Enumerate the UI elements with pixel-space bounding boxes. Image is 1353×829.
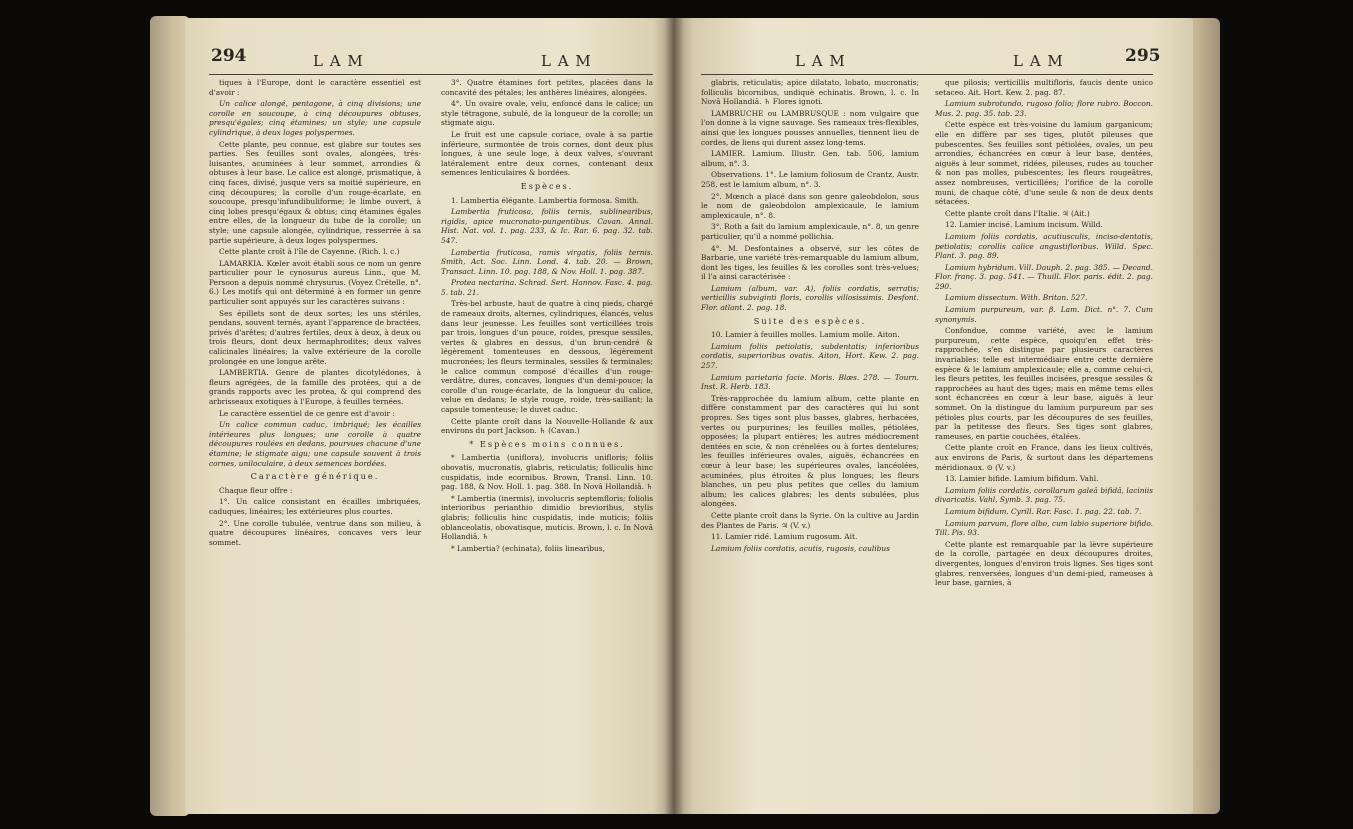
text-paragraph: Lamium purpureum, var. β. Lam. Dict. n°. 7. Cum synonymis. [935,305,1153,324]
text-paragraph: Cette plante croît dans l'Italie. ♃ (Ait.) [945,208,1090,218]
text-paragraph: 2°. Une corolle tubulée, ventrue dans son milieu, à quatre découpures linéaires, concaves vers leur sommet. [209,518,421,547]
running-header: L A M [1013,52,1064,70]
text-paragraph: Lamium parvum, flore albo, cum labio superiore bifido. Till. Pis. 93. [935,518,1153,538]
left-page-edges [150,16,190,816]
text-paragraph: Un calice commun caduc, imbriqué; les écailles intérieures plus longues; une corolle à quatre découpures roulées en dedans, pourvues chacune d'une étamine; le stigmate aigu; une capsule souvent à trois cornes, uniloculaire, à deux semences bordées. [209,420,421,468]
text-paragraph: 1°. Un calice consistant en écailles imbriquées, caduques, linéaires; les extérieures plus courtes. [209,497,421,516]
text-column [441,78,653,804]
text-paragraph: Caractère générique. [250,471,380,482]
text-paragraph: LAMIER. Lamium. Illustr. Gen. tab. 506, lamium album, n°. 3. [701,149,919,168]
text-paragraph: 2°. Mœnch a placé dans son genre galeobdolon, sous le nom de galeobdolon amplexicaule, le lamium amplexicaule, n°. 8. [701,191,919,220]
text-paragraph: Lamium foliis cordatis, acutis, rugosis, caulibus [711,543,890,553]
text-paragraph: 3°. Quatre étamines fort petites, placées dans la concavité des pétales; les anthères linéaires, alongées. [441,78,653,97]
header-rule [209,74,653,75]
text-paragraph: LAMARKIA. Kœler avoit établi sous ce nom un genre particulier pour le cynosurus aureus Linn., que M. Persoon a depuis nommé chrysurus. (Voyez Crételle, n°. 6.) Les motifs qui ont déterminé à en former un genre particulier sont appuyés sur les caractères suivans : [209,258,421,307]
text-paragraph: 13. Lamier bifide. Lamium bifidum. Vahl. [945,474,1099,484]
text-paragraph: 4°. M. Desfontaines a observé, sur les côtes de Barbarie, une variété très-remarquable du lamium album, dont les tiges, les feuilles & les corolles sont très-velues; il l'a ainsi caractérisée : [701,243,919,282]
text-paragraph: Protea nectarina. Schrad. Sert. Hannov. Fasc. 4. pag. 5. tab. 21. [441,278,653,297]
running-header: L A M [313,52,364,70]
running-header: L A M [795,52,846,70]
text-paragraph: LAMBERTIA. Genre de plantes dicotylédones, à fleurs agrégées, de la famille des protées, qui a de grands rapports avec les protea, & qui comprend des arbrisseaux exotiques à l'Europe, à feuilles ternées. [209,368,421,406]
page-number: 294 [211,46,247,66]
text-paragraph: Lamium foliis cordatis, corollarum galeâ bifidâ, laciniis divaricatis. Vahl, Symb. 3. pag. 75. [935,485,1153,505]
text-paragraph: * Lambertia (uniflora), involucris unifloris; foliis obovatis, mucronatis, glabris, reticulatis; folliculis hinc cuspidatis, inde ecornibus. Brown, Transl. Linn. 10. pag. 188, & Nov. Holl. 1. pag. 388. In Novâ Hollandiâ. ♄ [441,453,653,492]
text-paragraph: Très-rapprochée du lamium album, cette plante en diffère constamment par des caractères qui lui sont propres. Ses tiges sont plus basses, glabres, herbacées, vertes ou purpurines; les feuilles molles, pétiolées, opposées; la plupart entières; les autres médiocrement dentées en scie, & non crénelées ou à fortes dentelures; les feuilles inférieures ovales, aiguës, échancrées en cœur à leur base; les supérieures ovales, lancéolées, acuminées, plus étroites & plus longues; les fleurs blanches, un peu plus petites que celles du lamium album; les calices glabres; les dents subulées, plus alongées. [701,393,919,509]
text-paragraph: tiques à l'Europe, dont le caractère essentiel est d'avoir : [209,78,421,97]
text-paragraph: Cette plante croît dans la Nouvelle-Hollande & aux environs du port Jackson. ♄ (Cavan.) [441,416,653,436]
text-paragraph: Lamium bifidum. Cyrill. Rar. Fasc. 1. pag. 22. tab. 7. [945,506,1142,516]
text-paragraph: Cette plante, peu connue, est glabre sur toutes ses parties. Ses feuilles sont ovales, alongées, très-luisantes, acuminées à leur sommet, arrondies & obtuses à leur base. Le calice est alongé, prismatique, à cinq faces, divisé, jusque vers sa moitié supérieure, en cinq découpures; la corolle d'un rouge-écarlate, en soucoupe, presqu'infundibuliforme; le limbe ouvert, à cinq lobes presqu'égaux & obtus; cinq étamines égales entre elles, de la longueur du tube de la corolle; un style; une capsule alongée, cylindrique, resserrée à sa partie supérieure, à deux loges polyspermes. [209,139,421,245]
text-paragraph: 4°. Un ovaire ovale, velu, enfoncé dans le calice; un style tétragone, subulé, de la longueur de la corolle; un stigmate aigu. [441,99,653,128]
text-paragraph: Cette plante croît à l'île de Cayenne. (Rich. l. c.) [219,247,400,257]
text-paragraph: Chaque fleur offre : [219,485,293,495]
text-paragraph: Lambertia fruticosa, foliis ternis, sublinearibus, rigidis, apice mucronato-pungentibus. Cavan. Annal. Hist. Nat. vol. 1. pag. 233, & Ic. Rar. 6. pag. 32. tab. 547. [441,207,653,245]
text-paragraph: 3°. Roth a fait du lamium amplexicaule, n°. 8, un genre particulier, qu'il a nommé pollichia. [701,222,919,241]
right-page [673,18,1193,814]
text-paragraph: Cette plante croît en France, dans les lieux cultivés, aux environs de Paris, & surtout dans les départemens méridionaux. ⊙ (V. v.) [935,443,1153,472]
text-paragraph: Confondue, comme variété, avec le lamium purpureum, cette espèce, quoiqu'en effet très-rapprochée, s'en distingue par plusieurs caractères invariables: telle est intermédiaire entre cette dernière espèce & le lamium amplexicaule; elle a, comme celui-ci, les fleurs petites, les feuilles incisées, presque sessiles & rapprochées au haut des tiges; mais en même tems elles sont échancrées en cœur à leur base, aiguës à leur sommet. On la distingue du lamium purpureum par ses pétioles plus courts, par les découpures de ses feuilles, par la petitesse des fleurs. Ses tiges sont glabres, rameuses, en partie couchées, étalées. [935,326,1153,441]
text-column [701,78,919,804]
text-paragraph: 12. Lamier incisé. Lamium incisum. Willd. [945,220,1103,230]
text-paragraph: Le fruit est une capsule coriace, ovale à sa partie inférieure, surmontée de trois cornes, dont deux plus longues, à une seule loge, à deux valves, s'ouvrant latéralement entre deux cornes, contenant deux semences lenticulaires & bordées. [441,129,653,178]
text-paragraph: LAMBRUCHE ou LAMBRUSQUE : nom vulgaire que l'on donne à la vigne sauvage. Ses rameaux très-flexibles, ainsi que les longues pousses annuelles, tiennent lieu de cordes, de liens qui durent assez long-tems. [701,108,919,147]
text-paragraph: Lamium subrotundo, rugoso folio; flore rubro. Boccon. Mus. 2. pag. 35. tab. 23. [935,99,1153,118]
text-column [209,78,421,804]
running-header: L A M [541,52,592,70]
text-paragraph: 10. Lamier à feuilles molles. Lamium molle. Aiton. [711,330,900,340]
text-paragraph: Cette plante est remarquable par la lèvre supérieure de la corolle, partagée en deux découpures droites, divergentes, longues d'environ trois lignes. Ses tiges sont glabres, renversées, longues d'un demi-pied, rameuses à leur base, garnies, à [935,539,1153,588]
text-paragraph: * Espèces moins connues. [469,438,625,449]
text-paragraph: Espèces. [520,180,574,191]
text-paragraph: Lamium foliis petiolatis, subdentatis; inferioribus cordatis, superioribus ovatis. Aiton, Hort. Kew. 2. pag. 257. [701,341,919,371]
text-paragraph: Lamium (album, var. A), foliis cordatis, serratis; verticillis subviginti floris, corollis villosissimis. Desfont. Flor. atlant. 2. pag. 18. [701,283,919,313]
text-paragraph: Cette espèce est très-voisine du lamium garganicum; elle en diffère par ses tiges, plutôt pileuses que pubescentes. Ses feuilles sont pétiolées, ovales, un peu arrondies, échancrées en cœur à leur base, dentées, aiguës à leur sommet, ridées, pileuses, rudes au toucher & non pas molles, pubescentes; les fleurs rougeâtres, assez nombreuses, verticillées; l'orifice de la corolle muni, de chaque côté, d'une seule & non de deux dents sétacées. [935,120,1153,207]
text-paragraph: 11. Lamier ridé. Lamium rugosum. Ait. [711,532,858,542]
text-paragraph: Lamium foliis cordatis, acutiusculis, inciso-dentatis, petiolatis; corollis calice angustifloribus. Willd. Spec. Plant. 3. pag. 89. [935,231,1153,261]
text-column [935,78,1153,804]
text-paragraph: Lamium hybridum. Vill. Dauph. 2. pag. 385. — Decand. Flor. franç. 3. pag. 541. — Thuill. Flor. paris. édit. 2. pag. 290. [935,262,1153,291]
book-gutter [664,18,684,814]
text-paragraph: Un calice alongé, pentagone, à cinq divisions; une corolle en soucoupe, à cinq découpures obtuses, presqu'égales; cinq étamines; un style; une capsule cylindrique, à deux loges polyspermes. [209,99,421,137]
text-paragraph: Très-bel arbuste, haut de quatre à cinq pieds, chargé de rameaux droits, alternes, cylindriques, élancés, velus dans leur jeunesse. Les feuilles sont verticillées trois par trois, longues d'un pouce, roides, presque sessiles, vertes & glabres en dessus, d'un brun-cendré & légèrement tomenteuses en dessous, légèrement mucronées; les fleurs terminales, sessiles & terminales; le calice commun composé d'écailles d'un rouge-verdâtre, dures, concaves, longues d'un demi-pouce; la corolle d'un rouge-écarlate, de la longueur du calice, velue en dedans; le style rouge, roide, très-saillant; la capsule tomenteuse; le duvet caduc. [441,299,653,414]
text-paragraph: Cette plante croît dans la Syrie. On la cultive au Jardin des Plantes de Paris. ♃ (V. v.) [701,510,919,530]
text-paragraph: Lamium dissectum. With. Britan. 527. [945,293,1088,303]
page-number: 295 [1125,46,1161,66]
text-paragraph: Suite des espèces. [753,315,867,326]
text-paragraph: Lambertia fruticosa, ramis virgatis, foliis ternis. Smith, Act. Soc. Linn. Lond. 4. tab. 20. — Brown, Transact. Linn. 10. pag. 188, & Nov. Holl. 1. pag. 387. [441,247,653,276]
text-paragraph: Le caractère essentiel de ce genre est d'avoir : [219,408,395,418]
text-paragraph: glabris, reticulatis; apice dilatato, lobato, mucronatis; folliculis bicornibus, undiquè echinatis. Brown, l. c. In Novâ Hollandiâ. ♄ Flores ignoti. [701,78,919,107]
text-paragraph: Ses épillets sont de deux sortes; les uns stériles, pendans, souvent ternés, ayant l'apparence de bractées, privés d'arêtes; d'autres fertiles, deux à deux, à deux ou trois fleurs, dont deux hermaphrodites; deux valves calicinales linéaires; la valve extérieure de la corolle prolongée en une longue arête. [209,308,421,366]
text-paragraph: * Lambertia? (echinata), foliis linearibus, [451,543,605,553]
text-paragraph: Observations. 1°. Le lamium foliosum de Crantz, Austr. 258, est le lamium album, n°. 3. [701,170,919,189]
text-paragraph: 1. Lambertia élégante. Lambertia formosa. Smith. [451,195,640,205]
text-paragraph: que pilosis; verticillis multifloris, faucis dente unico setaceo. Ait. Hort. Kew. 2. pag. 87. [935,78,1153,97]
header-rule [701,74,1153,75]
left-page [185,18,673,814]
text-paragraph: * Lambertia (inermis), involucris septemfloris; foliolis interioribus perianthio dimidio brevioribus, stylis glabris; folliculis hinc cuspidatis, inde muticis; foliis oblanceolatis, obovatisque, muticis. Brown, l. c. In Novâ Hollandiâ. ♄ [441,493,653,542]
text-paragraph: Lamium parietaria facie. Moris. Blæs. 278. — Tourn. Inst. R. Herb. 183. [701,372,919,392]
